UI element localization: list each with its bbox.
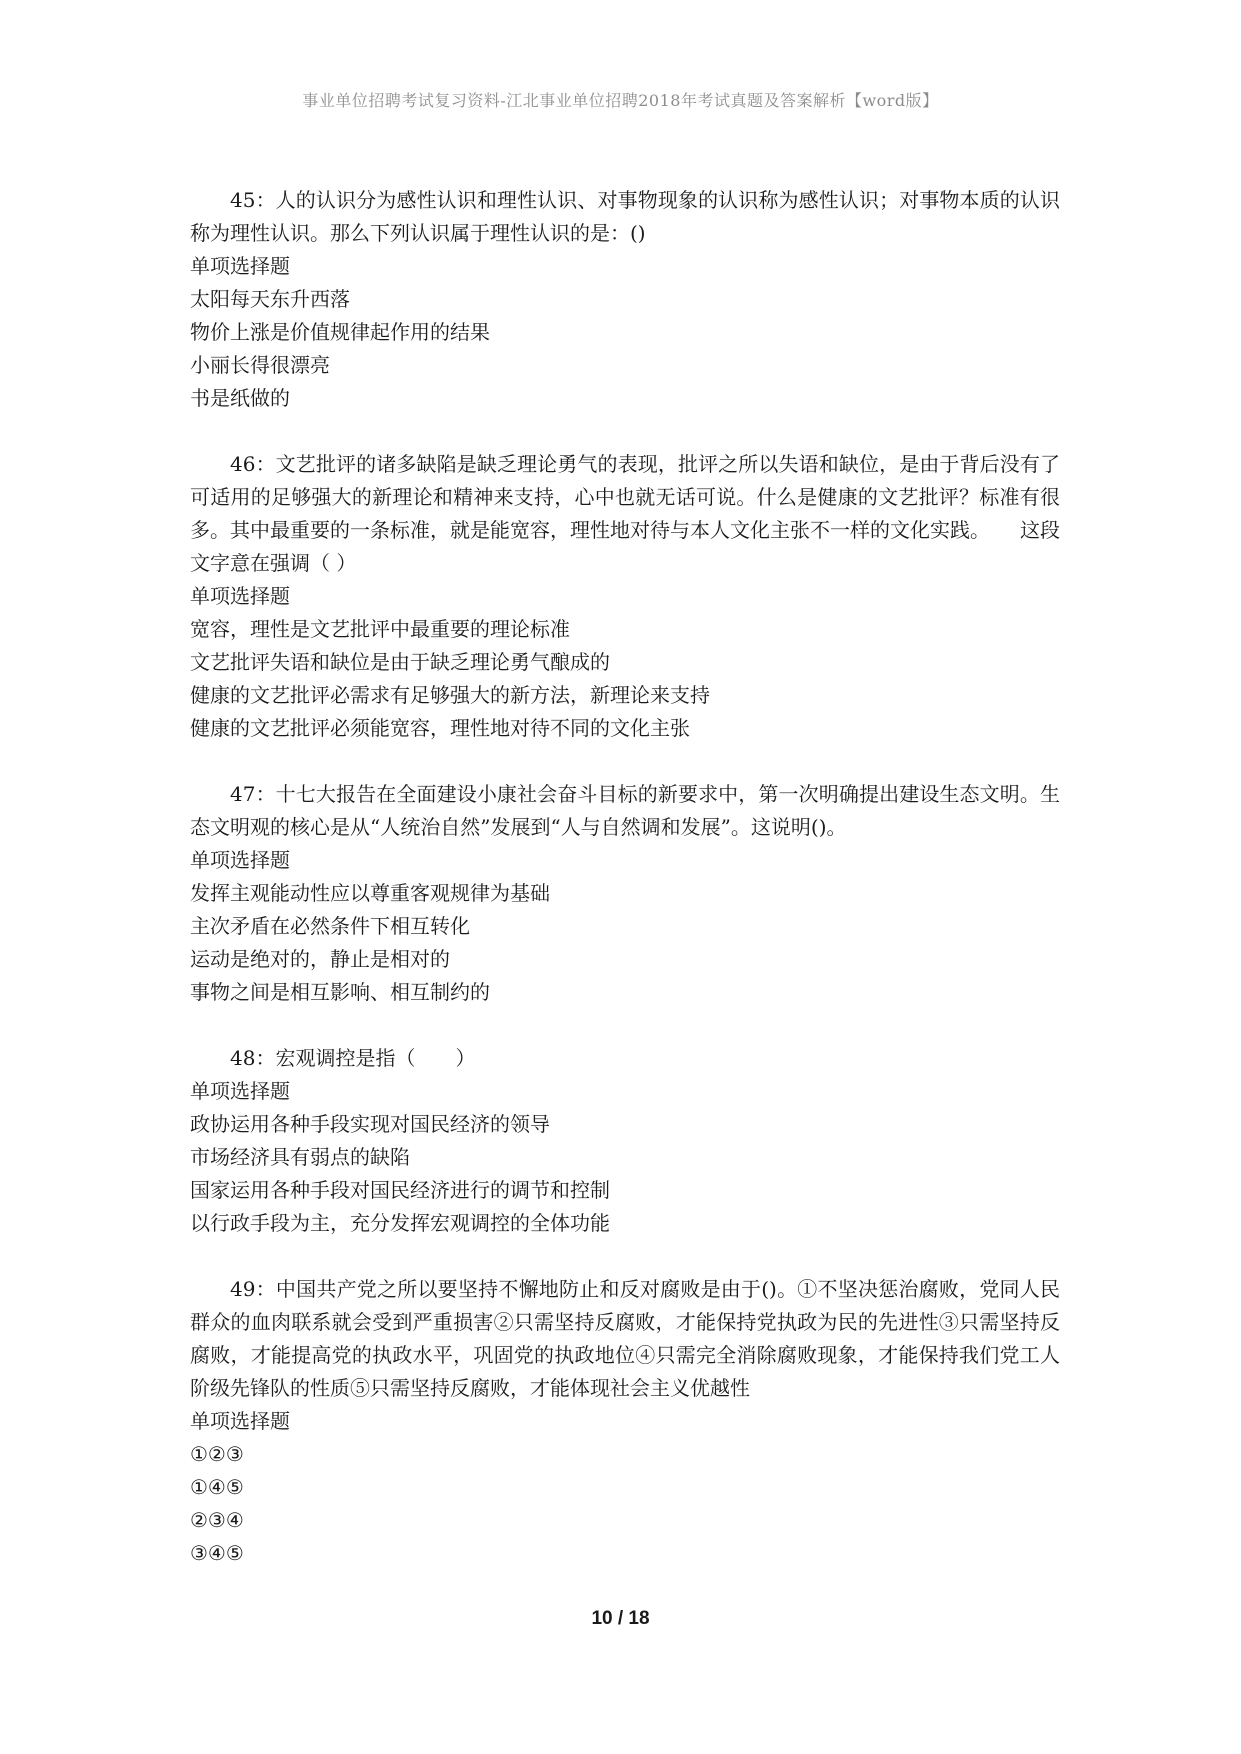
option-a: 宽容，理性是文艺批评中最重要的理论标准 [190,617,570,641]
option-d: ③④⑤ [190,1541,244,1565]
option-b: 主次矛盾在必然条件下相互转化 [190,914,470,938]
question-list [190,184,1060,1603]
option-a: 太阳每天东升西落 [190,287,350,311]
question-type: 单项选择题 [190,1079,290,1103]
option-c: 小丽长得很漂亮 [190,353,330,377]
question-45 [190,184,1060,415]
option-b: ①④⑤ [190,1475,244,1499]
option-d: 事物之间是相互影响、相互制约的 [190,980,490,1004]
option-d: 健康的文艺批评必须能宽容，理性地对待不同的文化主张 [190,716,690,740]
question-stem: 45：人的认识分为感性认识和理性认识、对事物现象的认识称为感性认识；对事物本质的认识称为理性认识。那么下列认识属于理性认识的是：() [190,188,1060,245]
question-type: 单项选择题 [190,254,290,278]
question-stem: 49：中国共产党之所以要坚持不懈地防止和反对腐败是由于()。①不坚决惩治腐败，党同人民群众的血肉联系就会受到严重损害②只需坚持反腐败，才能保持党执政为民的先进性③只需坚持反腐败，才能提高党的执政水平，巩固党的执政地位④只需完全消除腐败现象，才能保持我们党工人阶级先锋队的性质⑤只需坚持反腐败，才能体现社会主义优越性 [190,1277,1060,1400]
question-47 [190,778,1060,1009]
option-c: 运动是绝对的，静止是相对的 [190,947,450,971]
question-49 [190,1273,1060,1570]
question-stem: 48：宏观调控是指（ ） [230,1046,476,1070]
option-b: 物价上涨是价值规律起作用的结果 [190,320,490,344]
option-c: 健康的文艺批评必需求有足够强大的新方法，新理论来支持 [190,683,710,707]
question-type: 单项选择题 [190,1409,290,1433]
option-c: 国家运用各种手段对国民经济进行的调节和控制 [190,1178,610,1202]
question-46 [190,448,1060,745]
question-type: 单项选择题 [190,848,290,872]
option-b: 文艺批评失语和缺位是由于缺乏理论勇气酿成的 [190,650,610,674]
option-d: 以行政手段为主，充分发挥宏观调控的全体功能 [190,1211,610,1235]
option-a: 发挥主观能动性应以尊重客观规律为基础 [190,881,550,905]
page-number: 10 / 18 [591,1608,650,1629]
question-stem: 46：文艺批评的诸多缺陷是缺乏理论勇气的表现，批评之所以失语和缺位，是由于背后没有了可适用的足够强大的新理论和精神来支持，心中也就无话可说。什么是健康的文艺批评？标准有很多。其中最重要的一条标准，就是能宽容，理性地对待与本人文化主张不一样的文化实践。 这段文字意在强调（ ） [190,452,1060,575]
question-stem: 47：十七大报告在全面建设小康社会奋斗目标的新要求中，第一次明确提出建设生态文明。生态文明观的核心是从“人统治自然”发展到“人与自然调和发展”。这说明()。 [190,782,1060,839]
option-a: 政协运用各种手段实现对国民经济的领导 [190,1112,550,1136]
option-d: 书是纸做的 [190,386,290,410]
option-a: ①②③ [190,1442,244,1466]
page-header: 事业单位招聘考试复习资料-江北事业单位招聘2018年考试真题及答案解析【word版】 [302,91,939,110]
option-b: 市场经济具有弱点的缺陷 [190,1145,410,1169]
option-c: ②③④ [190,1508,244,1532]
question-type: 单项选择题 [190,584,290,608]
question-48 [190,1042,1060,1240]
